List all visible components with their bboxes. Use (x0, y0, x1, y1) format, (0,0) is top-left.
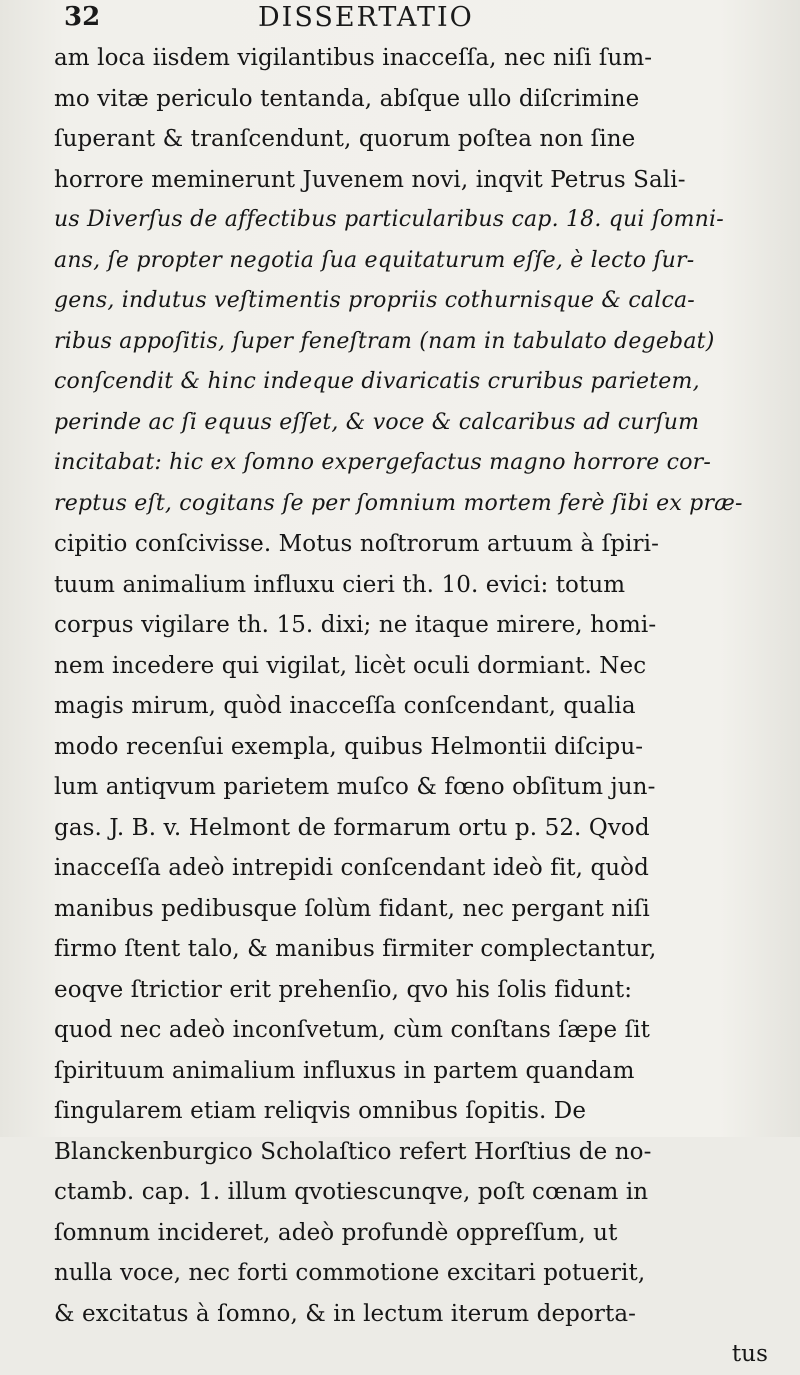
text-line: gas. J. B. v. Helmont de formarum ortu p. 52. Qvod (54, 814, 650, 841)
text-line: ctamb. cap. 1. illum qvotiescunqve, poſt cœnam in (54, 1179, 649, 1205)
text-line: perinde ac ſi equus eſſet, & voce & calcaribus ad curſum (54, 409, 700, 435)
text-line: magis mirum, quòd inacceſſa conſcendant, qualia (54, 693, 636, 719)
text-line: nem incedere qui vigilat, licèt oculi dormiant. Nec (54, 652, 647, 679)
text-line: corpus vigilare th. 15. dixi; ne itaque mirere, homi- (54, 612, 657, 638)
text-line: Blanckenburgico Scholaſtico refert Horſtius de no- (54, 1138, 652, 1165)
text-line: modo recenſui exempla, quibus Helmontii diſcipu- (54, 733, 644, 760)
text-line: eoqve ſtrictior erit prehenſio, qvo his ſolis fidunt: (54, 976, 633, 1003)
text-line: nulla voce, nec forti commotione excitari potuerit, (54, 1260, 646, 1286)
text-line: ſomnum incideret, adeò profundè oppreſſum, ut (54, 1219, 618, 1246)
running-head: DISSERTATIO (258, 2, 474, 33)
text-line: reptus eſt, cogitans ſe per ſomnium mortem ferè ſibi ex præ- (54, 490, 743, 516)
text-line: ans, ſe propter negotia ſua equitaturum eſſe, è lecto ſur- (54, 247, 695, 273)
text-line: tuum animalium influxu cieri th. 10. evici: totum (54, 571, 626, 598)
page-number: 32 (64, 2, 101, 32)
text-line: ſuperant & tranſcendunt, quorum poſtea non ſine (54, 126, 636, 152)
text-line: us Diverſus de affectibus particularibus cap. 18. qui ſomni- (54, 207, 724, 232)
page-header (0, 2, 800, 38)
text-line: conſcendit & hinc indeque divaricatis cruribus parietem, (54, 369, 700, 394)
catchword: tus (731, 1341, 768, 1367)
text-line: am loca iisdem vigilantibus inacceſſa, nec niſi ſum- (54, 45, 653, 71)
text-line: manibus pedibusque ſolùm fidant, nec pergant niſi (54, 895, 650, 922)
text-line: mo vitæ periculo tentanda, abſque ullo diſcrimine (54, 85, 640, 112)
text-line: cipitio conſcivisse. Motus noſtrorum artuum à ſpiri- (54, 531, 659, 557)
body-text (54, 38, 774, 1375)
text-line: lum antiqvum parietem muſco & fœno obſitum jun- (54, 774, 656, 800)
text-line: & excitatus à ſomno, & in lectum iterum deporta- (54, 1300, 637, 1327)
text-line: incitabat: hic ex ſomno expergefactus magno horrore cor- (54, 450, 711, 475)
text-line: horrore meminerunt Juvenem novi, inqvit Petrus Sali- (54, 166, 686, 193)
text-line: firmo ſtent talo, & manibus firmiter complectantur, (54, 936, 657, 962)
text-line: ſingularem etiam reliqvis omnibus ſopitis. De (54, 1098, 587, 1124)
text-line: gens, indutus veſtimentis propriis cothurnisque & calca- (54, 288, 695, 313)
text-line: ſpirituum animalium influxus in partem quandam (54, 1057, 635, 1084)
text-line: quod nec adeò inconſvetum, cùm conſtans ſæpe ſit (54, 1017, 650, 1043)
text-line: ribus appoſitis, ſuper feneſtram (nam in tabulato degebat) (54, 328, 715, 354)
text-line: inacceſſa adeò intrepidi conſcendant ideò fit, quòd (54, 855, 649, 881)
